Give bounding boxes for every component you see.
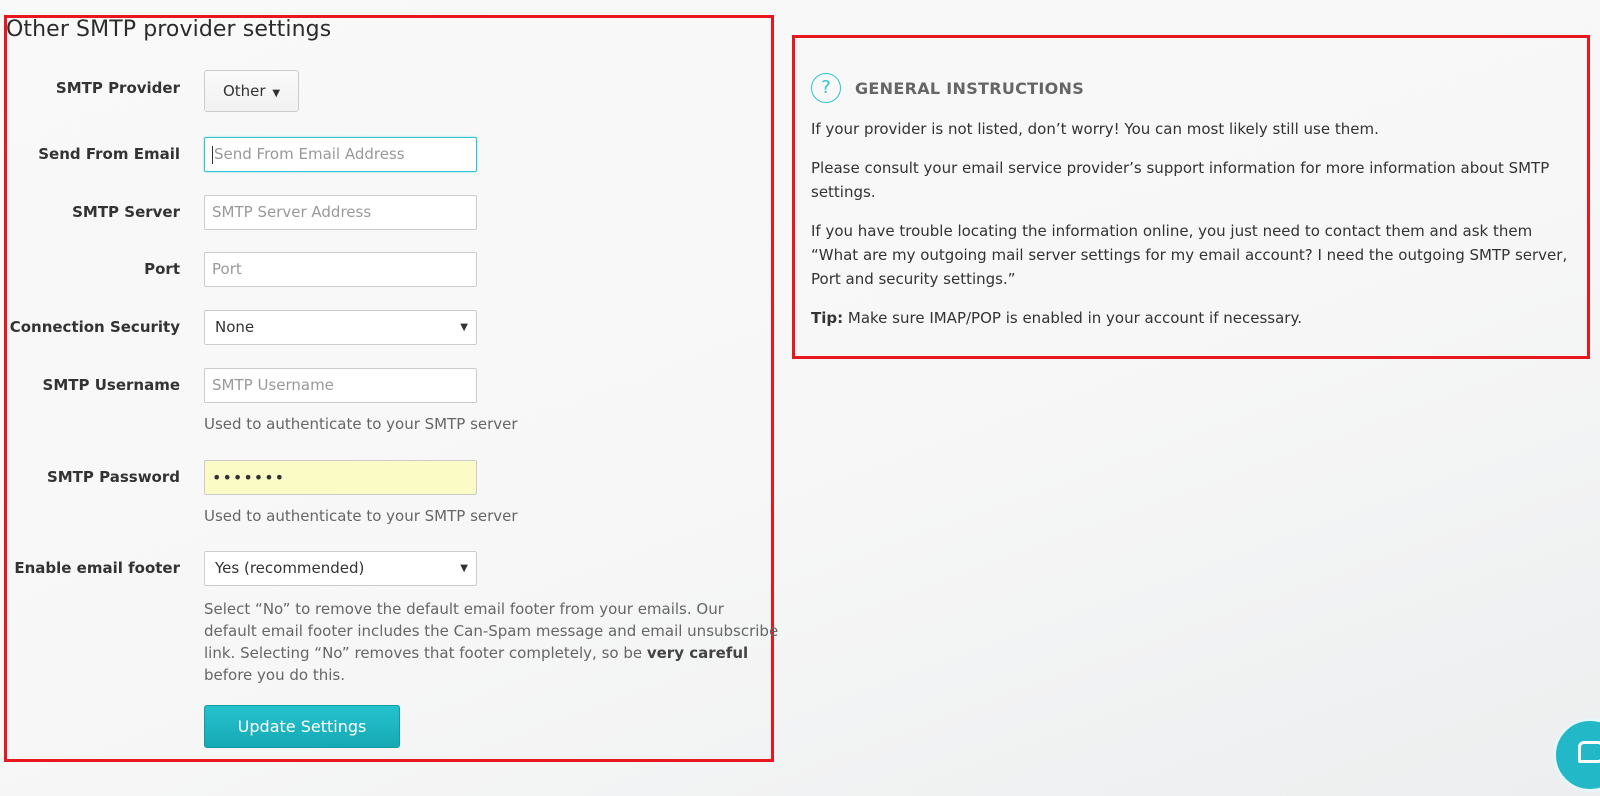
update-settings-button[interactable]: Update Settings bbox=[204, 705, 400, 748]
select-arrow-icon: ▼ bbox=[460, 563, 468, 574]
select-arrow-icon: ▼ bbox=[460, 322, 468, 333]
email-footer-value: Yes (recommended) bbox=[215, 559, 365, 577]
smtp-provider-label: SMTP Provider bbox=[55, 79, 180, 97]
email-footer-select[interactable] bbox=[204, 551, 477, 586]
send-from-email-placeholder: Send From Email Address bbox=[214, 145, 405, 163]
text-cursor bbox=[212, 146, 213, 164]
smtp-provider-value: Other bbox=[222, 82, 266, 100]
email-footer-help-emphasis: very careful bbox=[646, 644, 749, 662]
tip-label: Tip: bbox=[811, 309, 844, 327]
smtp-server-placeholder: SMTP Server Address bbox=[212, 203, 372, 221]
instructions-tip bbox=[811, 306, 1581, 330]
caret-down-icon: ▼ bbox=[272, 88, 281, 99]
smtp-provider-dropdown[interactable] bbox=[204, 70, 299, 112]
smtp-server-input[interactable] bbox=[204, 195, 477, 230]
smtp-username-help: Used to authenticate to your SMTP server bbox=[204, 415, 518, 433]
tip-text: Make sure IMAP/POP is enabled in your account if necessary. bbox=[843, 309, 1302, 327]
connection-security-value: None bbox=[215, 318, 255, 336]
instructions-header bbox=[811, 73, 1084, 103]
smtp-password-value: ••••••• bbox=[212, 468, 286, 487]
instructions-paragraph-2: Please consult your email service provider’s support information for more information about SMTP settings. bbox=[811, 159, 1550, 201]
page-title: Other SMTP provider settings bbox=[6, 17, 332, 42]
port-label: Port bbox=[144, 260, 180, 278]
smtp-username-input[interactable] bbox=[204, 368, 477, 403]
question-circle-icon: ? bbox=[811, 73, 841, 103]
smtp-username-placeholder: SMTP Username bbox=[212, 376, 334, 394]
smtp-password-input[interactable] bbox=[204, 460, 477, 495]
connection-security-select[interactable] bbox=[204, 310, 477, 345]
send-from-email-label: Send From Email bbox=[38, 145, 180, 163]
instructions-title: GENERAL INSTRUCTIONS bbox=[855, 78, 1085, 98]
connection-security-label: Connection Security bbox=[9, 318, 180, 336]
email-footer-help-end: before you do this. bbox=[204, 666, 345, 684]
chat-launcher-button[interactable] bbox=[1553, 718, 1600, 792]
instructions-paragraph-1: If your provider is not listed, don’t worry! You can most likely still use them. bbox=[811, 120, 1379, 138]
smtp-password-label: SMTP Password bbox=[46, 468, 180, 486]
email-footer-label: Enable email footer bbox=[14, 559, 180, 577]
smtp-server-label: SMTP Server bbox=[72, 203, 180, 221]
instructions-paragraph-3: If you have trouble locating the information online, you just need to contact them and ask them “What are my outgoing mail server settings for my email account? I need the outgoing SMTP server, Port and security settings.” bbox=[811, 222, 1568, 288]
smtp-password-help: Used to authenticate to your SMTP server bbox=[204, 507, 518, 525]
email-footer-help-text: Select “No” to remove the default email footer from your emails. Our default email footer includes the Can-Spam message and email unsubscribe link. Selecting “No” removes that footer completely, so be bbox=[204, 600, 779, 662]
port-input[interactable] bbox=[204, 252, 477, 287]
smtp-username-label: SMTP Username bbox=[42, 376, 180, 394]
port-placeholder: Port bbox=[212, 260, 242, 278]
send-from-email-input[interactable] bbox=[204, 137, 477, 172]
email-footer-help bbox=[204, 598, 779, 686]
chat-icon bbox=[1578, 741, 1600, 763]
